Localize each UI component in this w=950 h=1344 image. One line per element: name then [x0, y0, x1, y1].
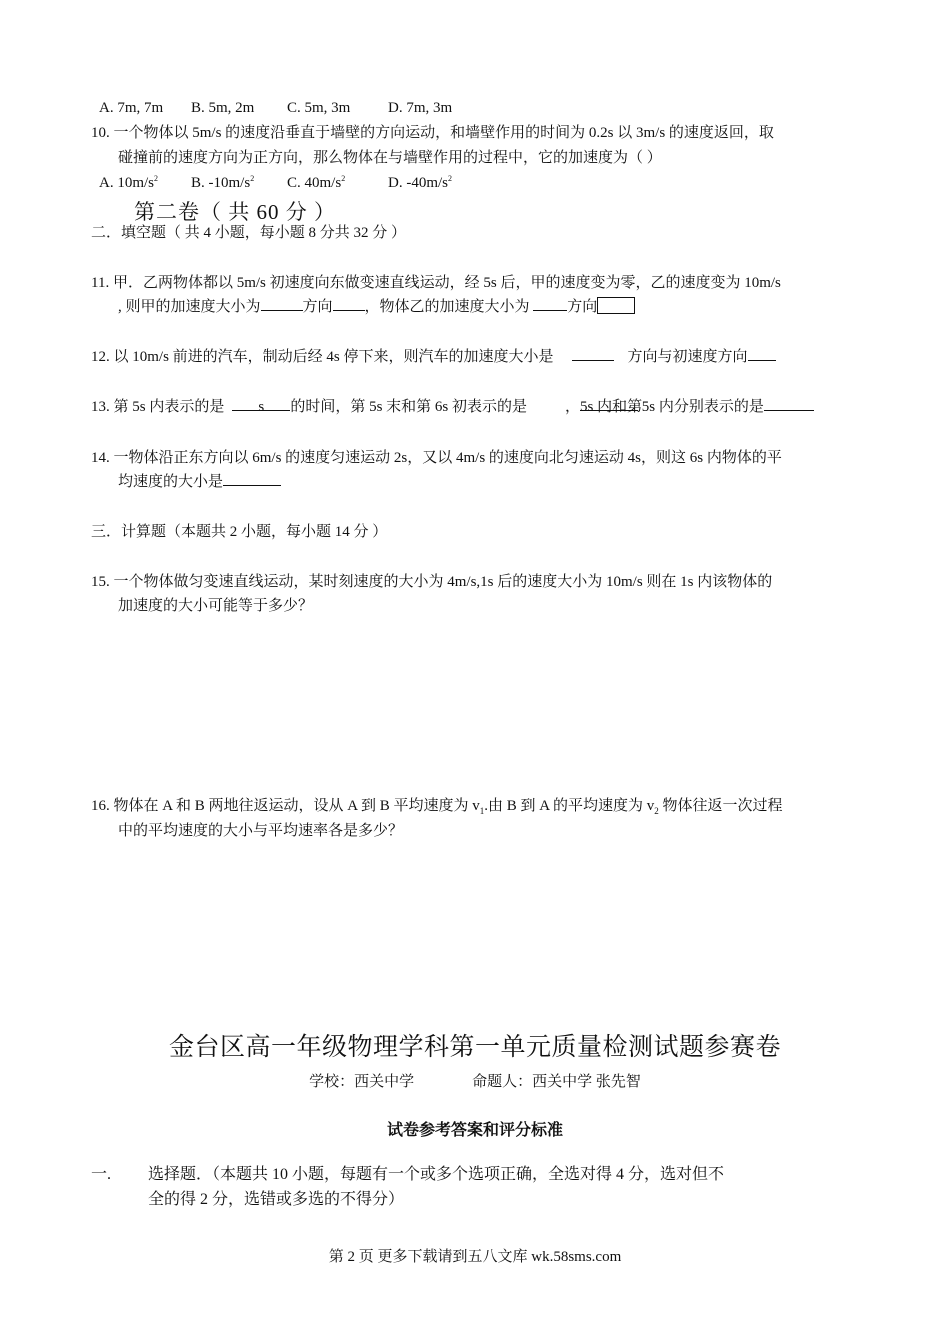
- q14-line-1: 14. 一物体沿正东方向以 6m/s 的速度匀速运动 2s，又以 4m/s 的速度向北匀速运动 4s，则这 6s 内物体的平: [91, 450, 782, 466]
- section-1-line-2: 全的得 2 分，选错或多选的不得分）: [148, 1191, 405, 1208]
- q13-blank-2[interactable]: 5s 内和第: [580, 396, 638, 411]
- q11-blank-3[interactable]: [533, 296, 567, 311]
- q10-option-b: B. $-10m/s^2$: [191, 174, 255, 191]
- q15-line-1: 15. 一个物体做匀变速直线运动，某时刻速度的大小为 4m/s,1s 后的速度大小为 10m/s 则在 1s 内该物体的: [91, 574, 773, 590]
- q9-options: [99, 97, 452, 119]
- q10-line-1: 10. 一个物体以 5m/s 的速度沿垂直于墙壁的方向运动，和墙壁作用的时间为 0.2s 以 3m/s 的速度返回，取: [91, 125, 774, 141]
- q14-blank[interactable]: [223, 471, 281, 486]
- q9-option-c: C. 5m, 3m: [287, 100, 351, 116]
- q12-blank-1[interactable]: [572, 346, 614, 361]
- page-footer: 第 2 页 更多下载请到五八文库 wk.58sms.com: [328, 1249, 622, 1265]
- q13-line: 13. 第 5s 内表示的是 s 的时间，第 5s 末和第 6s 初表示的是 ，5s 内和第 5s 内分别表示的是: [91, 396, 814, 418]
- q15-line-2: 加速度的大小可能等于多少？: [118, 598, 314, 614]
- q10-option-c: C. $40m/s^2$: [287, 174, 346, 191]
- q16-line-2: 中的平均速度的大小与平均速率各是多少？: [118, 823, 404, 839]
- q11-line-1: 11. 甲．乙两物体都以 5m/s 初速度向东做变速直线运动，经 5s 后，甲的速度变为零，乙的速度变为 10m/s: [91, 275, 781, 291]
- q10-option-d: D. $-40m/s^2$: [388, 174, 452, 191]
- q13-blank-3[interactable]: [764, 396, 814, 411]
- q11-line-2: , 则甲的加速度大小为 方向 ，物体乙的加速度大小为 方向: [118, 296, 635, 318]
- q9-option-b: B. 5m, 2m: [191, 100, 255, 116]
- answer-key-title: 试卷参考答案和评分标准: [386, 1120, 563, 1139]
- q13-blank-1[interactable]: s: [232, 396, 290, 411]
- section-1-line-1: 选择题．（本题共 10 小题，每题有一个或多个选项正确，全选对得 4 分，选对但不: [148, 1166, 725, 1183]
- q11-answer-box[interactable]: [597, 297, 635, 314]
- section-2-title: 第二卷（ 共 60 分 ）: [134, 200, 336, 224]
- q11-blank-1[interactable]: [261, 296, 303, 311]
- document-meta: [0, 1070, 950, 1091]
- document-title: 金台区高一年级物理学科第一单元质量检测试题参赛卷: [168, 1034, 781, 1061]
- q14-line-2: 均速度的大小是: [118, 471, 281, 493]
- q12-blank-2[interactable]: [748, 346, 776, 361]
- q9-option-d: D. 7m, 3m: [388, 100, 453, 116]
- q10-line-2: 碰撞前的速度方向为正方向，那么物体在与墙壁作用的过程中，它的加速度为（ ）: [118, 150, 662, 166]
- q9-option-a: A. 7m, 7m: [99, 100, 164, 116]
- q11-blank-2[interactable]: [333, 296, 365, 311]
- school: 学校：西关中学: [309, 1074, 415, 1090]
- q12-line: 12. 以 10m/s 前进的汽车，制动后经 4s 停下来，则汽车的加速度大小是 方向与初速度方向: [91, 346, 776, 368]
- q16-line-1: 16. 物体在 A 和 B 两地往返运动，设从 A 到 B 平均速度为 $v_1$.由 B 到 A 的平均速度为 $v_2$ 物体往返一次过程: [91, 798, 783, 816]
- calc-header: 三．计算题（本题共 2 小题，每小题 14 分 ）: [91, 524, 388, 540]
- q10-option-a: A. $10m/s^2$: [99, 174, 159, 191]
- author: 命题人：西关中学 张先智: [472, 1074, 641, 1090]
- section-1-number: 一.: [91, 1166, 112, 1183]
- fill-in-header: 二．填空题（ 共 4 小题，每小题 8 分共 32 分 ）: [91, 225, 407, 241]
- q10-options: [99, 172, 452, 194]
